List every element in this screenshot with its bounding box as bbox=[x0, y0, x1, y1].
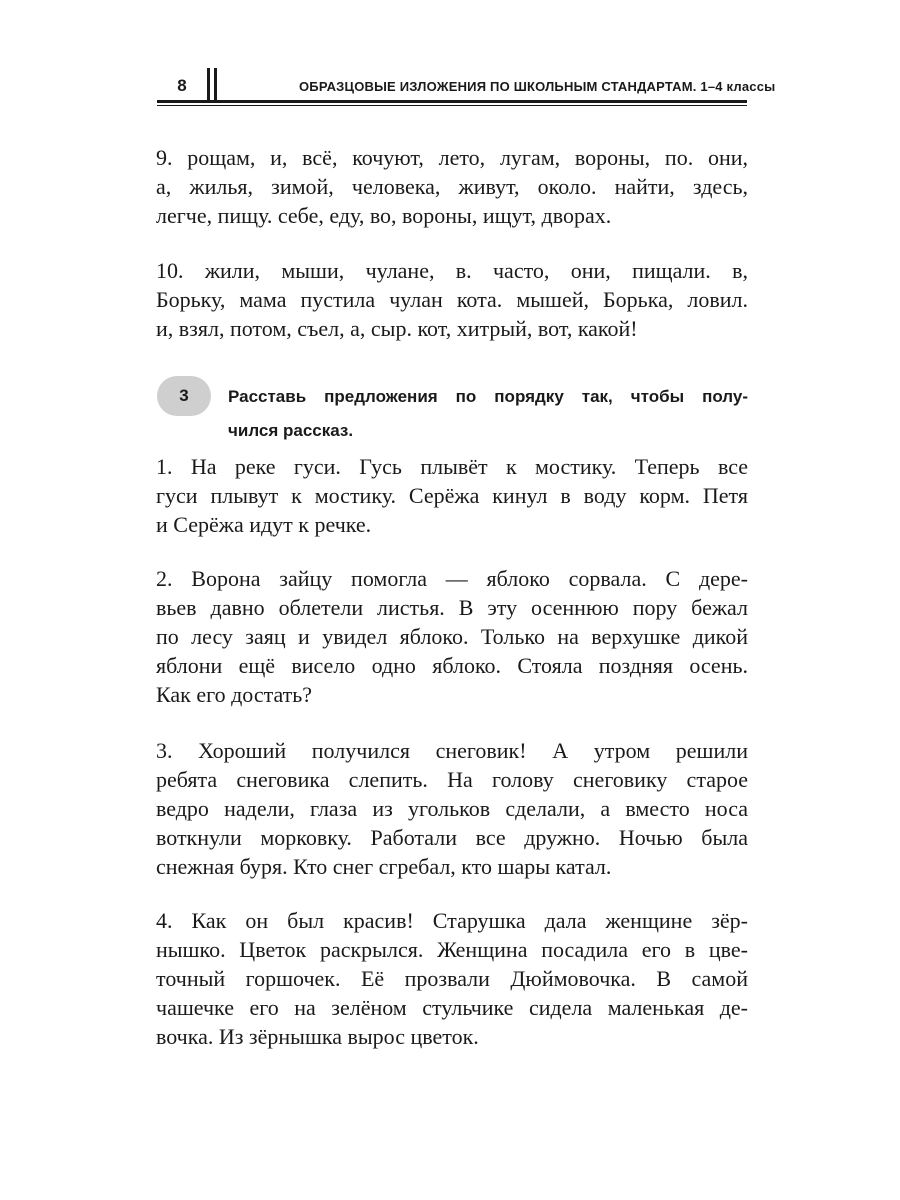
text-line: и Серёжа идут к речке. bbox=[156, 512, 372, 537]
text-line: гуси плывут к мостику. Серёжа кинул в воду корм. Петя bbox=[156, 483, 748, 508]
text-line: 9. рощам, и, всё, кочуют, лето, лугам, вороны, по. они, bbox=[156, 145, 748, 170]
exercise-item-10 bbox=[156, 256, 748, 343]
story-item-3 bbox=[156, 736, 748, 881]
text-line: точный горшочек. Её прозвали Дюймовочка. В самой bbox=[156, 966, 748, 991]
text-line: Борьку, мама пустила чулан кота. мышей, Борька, ловил. bbox=[156, 287, 748, 312]
text-line: ведро надели, глаза из угольков сделали, а вместо носа bbox=[156, 796, 748, 821]
story-item-1 bbox=[156, 452, 748, 539]
task-instruction-line: Расставь предложения по порядку так, чтобы полу- bbox=[228, 387, 748, 406]
text-line: Как его достать? bbox=[156, 682, 313, 707]
exercise-item-9 bbox=[156, 143, 748, 230]
text-line: вочка. Из зёрнышка вырос цветок. bbox=[156, 1024, 479, 1049]
text-line: а, жилья, зимой, человека, живут, около. найти, здесь, bbox=[156, 174, 748, 199]
text-line: 4. Как он был красив! Старушка дала женщине зёр- bbox=[156, 908, 748, 933]
page-header bbox=[157, 68, 776, 108]
text-line: и, взял, потом, съел, а, сыр. кот, хитрый, вот, какой! bbox=[156, 316, 638, 341]
text-line: 3. Хороший получился снеговик! А утром решили bbox=[156, 738, 748, 763]
story-item-2 bbox=[156, 564, 748, 709]
text-line: по лесу заяц и увидел яблоко. Только на верхушке дикой bbox=[156, 624, 748, 649]
text-line: чашечке его на зелёном стульчике сидела маленькая де- bbox=[156, 995, 748, 1020]
text-line: легче, пищу. себе, еду, во, вороны, ищут, дворах. bbox=[156, 203, 612, 228]
page-number: 8 bbox=[177, 76, 187, 95]
story-item-4 bbox=[156, 906, 748, 1051]
task-instruction bbox=[228, 380, 748, 448]
text-line: вьев давно облетели листья. В эту осеннюю пору бежал bbox=[156, 595, 748, 620]
task-instruction-line: чился рассказ. bbox=[228, 421, 354, 440]
task-number-badge: 3 bbox=[157, 376, 211, 416]
header-divider-lines bbox=[207, 68, 219, 102]
text-line: 2. Ворона зайцу помогла — яблоко сорвала. С дере- bbox=[156, 566, 748, 591]
running-title: ОБРАЗЦОВЫЕ ИЗЛОЖЕНИЯ ПО ШКОЛЬНЫМ СТАНДАРТАМ. 1–4 классы bbox=[299, 79, 776, 94]
text-line: ребята снеговика слепить. На голову снеговику старое bbox=[156, 767, 748, 792]
text-line: снежная буря. Кто снег сгребал, кто шары катал. bbox=[156, 854, 612, 879]
text-line: воткнули морковку. Работали все дружно. Ночью была bbox=[156, 825, 748, 850]
text-line: 10. жили, мыши, чулане, в. часто, они, пищали. в, bbox=[156, 258, 748, 283]
header-rule bbox=[157, 100, 747, 106]
text-line: яблони ещё висело одно яблоко. Стояла поздняя осень. bbox=[156, 653, 748, 678]
text-line: 1. На реке гуси. Гусь плывёт к мостику. Теперь все bbox=[156, 454, 748, 479]
text-line: нышко. Цветок раскрылся. Женщина посадила его в цве- bbox=[156, 937, 748, 962]
